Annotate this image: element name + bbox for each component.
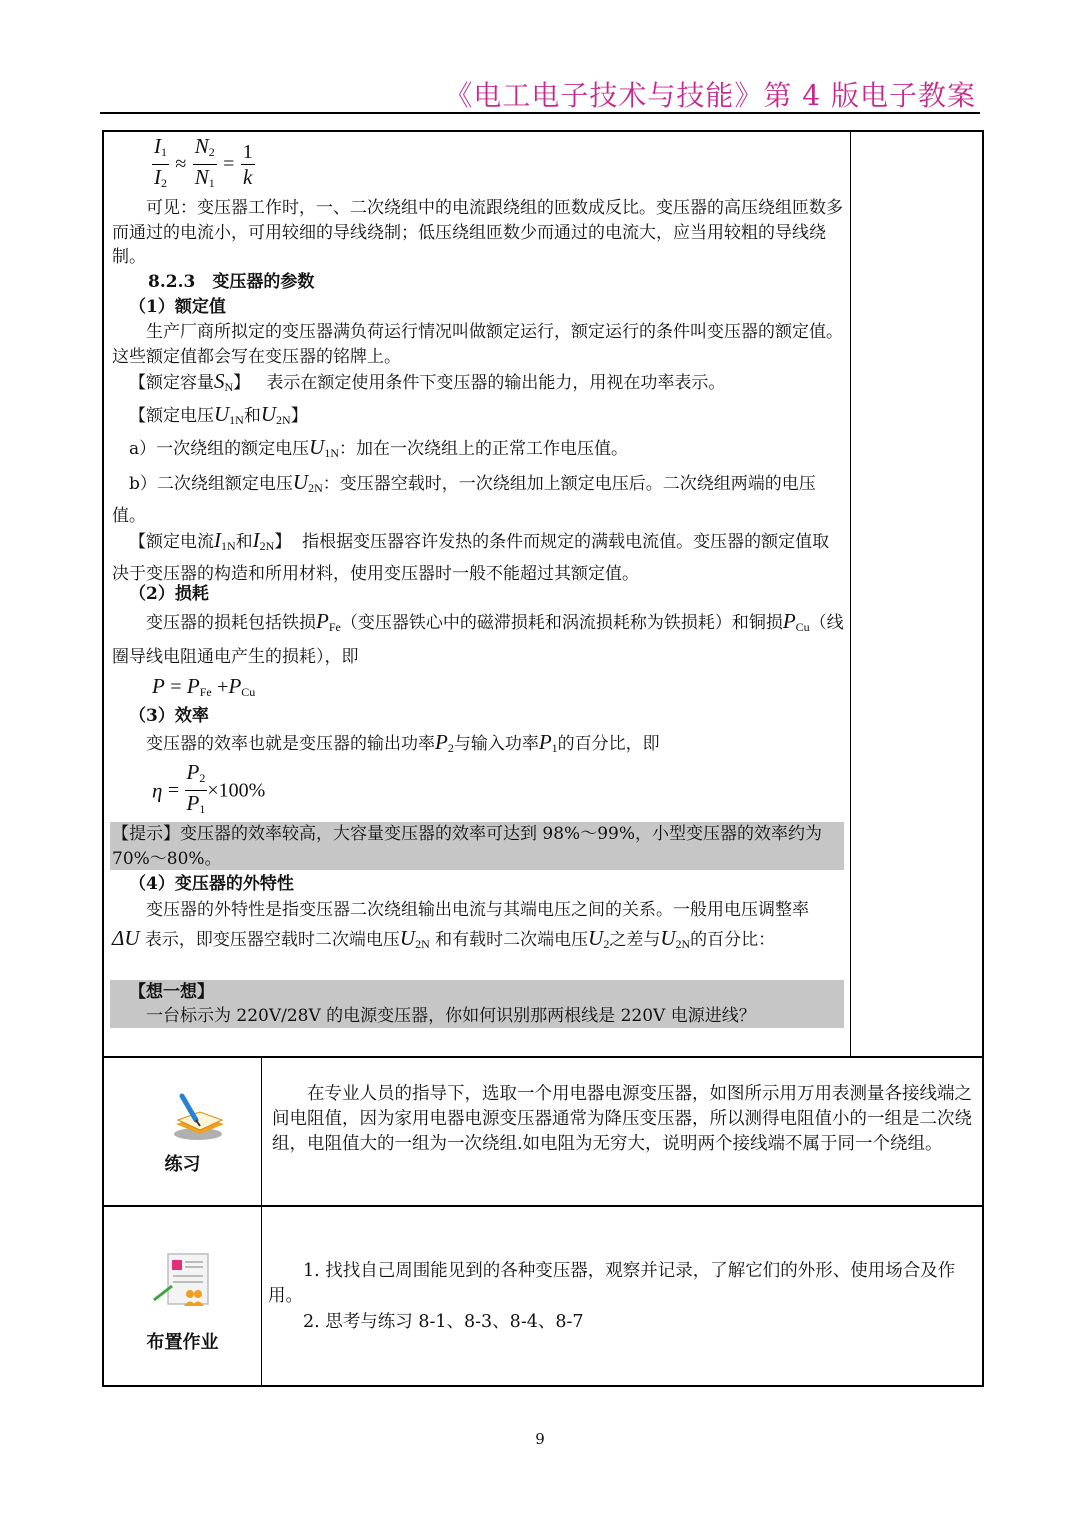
header-rule	[100, 112, 980, 114]
practice-text: 在专业人员的指导下，选取一个用电器电源变压器，如图所示用万用表测量各接线端之间电阻值，因为家用电器电源变压器通常为降压变压器，所以测得电阻值小的一组是二次绕组，电阻值大的一组为一次绕组.如电阻为无穷大，说明两个接线端不属于同一个绕组。	[272, 1084, 972, 1154]
section-title: 8.2.3 变压器的参数	[148, 272, 315, 292]
efficiency-heading: （3）效率	[129, 706, 209, 726]
efficiency-text: 变压器的效率也就是变压器的输出功率$P_2$与输入功率$P_1$的百分比，即	[146, 730, 660, 755]
external-text: 变压器的外特性是指变压器二次绕组输出电流与其端电压之间的关系。一般用电压调整率ΔU 表示，即变压器空载时二次端电压$U_{2N}$ 和有载时二次端电压$U_2$之差与$U_{2N}$的百分比：	[112, 900, 809, 951]
notebook-pencil-icon	[170, 1090, 230, 1142]
rated-voltage-a: a）一次绕组的额定电压$U_{1N}$：加在一次绕组上的正常工作电压值。	[129, 435, 628, 460]
row-divider-2	[102, 1205, 984, 1207]
think-title: 【想一想】	[129, 982, 214, 1002]
homework-item-2: 2. 思考与练习 8-1、8-3、8-4、8-7	[303, 1312, 584, 1332]
label-column-divider	[261, 1057, 262, 1387]
paragraph-conclusion: 可见：变压器工作时，一、二次绕组中的电流跟绕组的匝数成反比。变压器的高压绕组匝数多而通过的电流小，可用较细的导线绕制；低压绕组匝数少而通过的电流大，应当用较粗的导线绕制。	[112, 198, 843, 267]
homework-label: 布置作业	[146, 1332, 219, 1353]
formula-loss: $P = P_{Fe} +P_{Cu}$	[152, 674, 256, 699]
rated-current: 【额定电流$I_{1N}$和$I_{2N}$】 指根据变压器容许发热的条件而规定的满载电流值。变压器的额定值取决于变压器的构造和所用材料，使用变压器时一般不能超过其额定值。	[112, 528, 830, 584]
formula-efficiency: η = $\frac{P_2}{P_1}$ ×100%	[152, 760, 266, 816]
formula-current-ratio: $\frac{I_1}{I_2}$ ≈ $\frac{N_2}{N_1}$ = $\frac{1}{k}$	[154, 134, 253, 190]
rated-heading: （1）额定值	[129, 297, 226, 317]
external-heading: （4）变压器的外特性	[129, 874, 294, 894]
loss-text: 变压器的损耗包括铁损$P_{Fe}$（变压器铁心中的磁滞损耗和涡流损耗称为铁损耗）和铜损$P_{Cu}$（线圈导线电阻通电产生的损耗），即	[112, 609, 844, 667]
document-people-icon	[152, 1252, 214, 1312]
rated-intro: 生产厂商所拟定的变压器满负荷运行情况叫做额定运行，额定运行的条件叫变压器的额定值。这些额定值都会写在变压器的铭牌上。	[112, 322, 843, 367]
rated-voltage-label: 【额定电压$U_{1N}$和$U_{2N}$】	[129, 402, 308, 427]
page-number: 9	[535, 1430, 545, 1448]
practice-label: 练习	[164, 1154, 201, 1175]
tip-box: 【提示】变压器的效率较高，大容量变压器的效率可达到 98%～99%，小型变压器的效率约为 70%～80%。	[112, 824, 822, 869]
document-header-title: 《电工电子技术与技能》第 4 版电子教案	[444, 79, 976, 112]
think-text: 一台标示为 220V/28V 的电源变压器，你如何识别那两根线是 220V 电源进线？	[146, 1006, 756, 1026]
rated-voltage-b: b）二次绕组额定电压$U_{2N}$：变压器空载时，一次绕组加上额定电压后。二次绕组两端的电压值。	[112, 470, 816, 526]
rated-capacity: 【额定容量$S_N$】 表示在额定使用条件下变压器的输出能力，用视在功率表示。	[129, 369, 726, 394]
homework-item-1: 1. 找找自己周围能见到的各种变压器，观察并记录，了解它们的外形、使用场合及作用。	[268, 1261, 956, 1306]
loss-heading: （2）损耗	[129, 584, 209, 604]
row-divider-1	[102, 1056, 984, 1058]
